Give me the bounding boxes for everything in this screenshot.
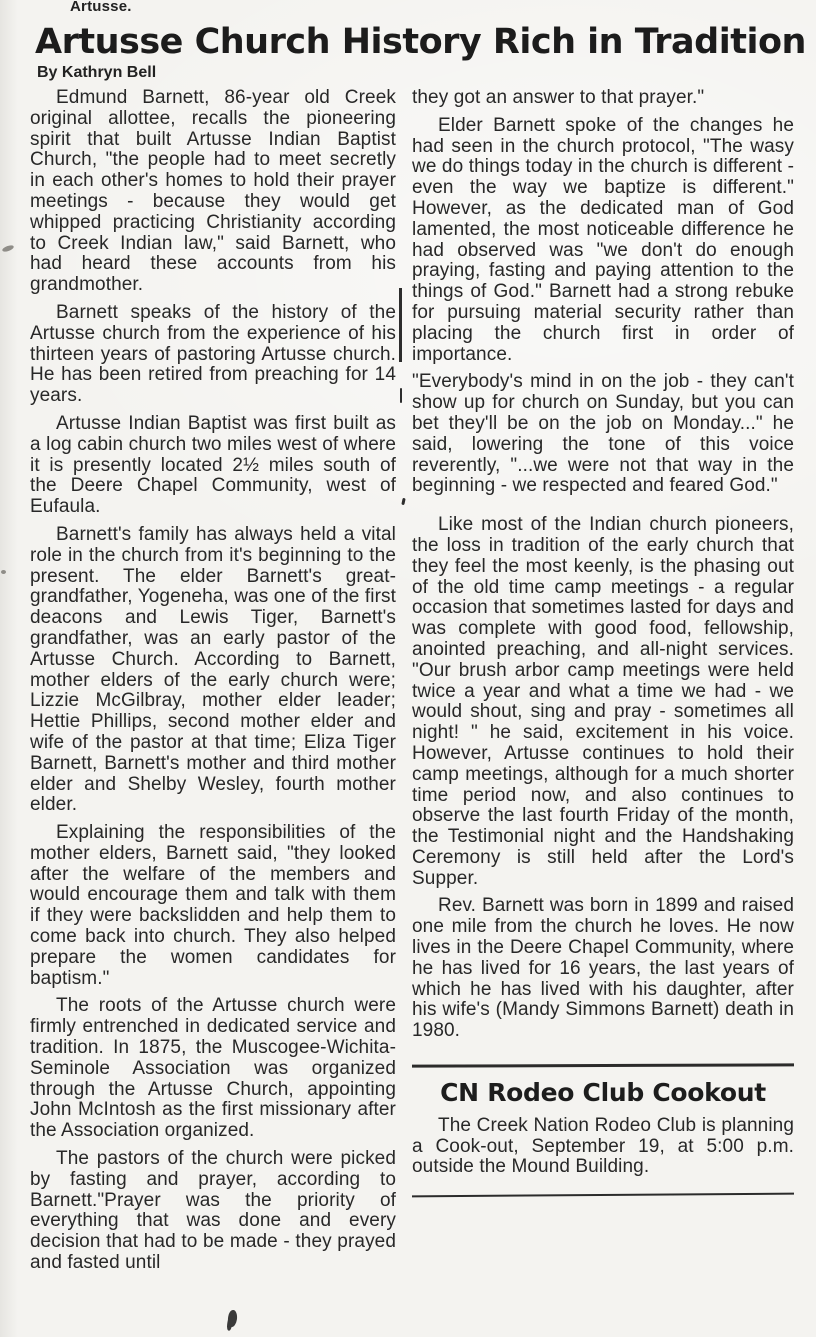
section-rule-top bbox=[412, 1063, 794, 1067]
article-paragraph: The pastors of the church were picked by fasting and prayer, according to Barnett."Prayer was the priority of everything that was done and every decision that had to be made - they prayed and fasted until bbox=[30, 1148, 396, 1274]
article-paragraph: "Everybody's mind in on the job - they can't show up for church on Sunday, but you can bet they'll be on the job on Monday..." he said, lowering the tone of this voice reverently, "...we were not that way in the beginning - we respected and feared God." bbox=[412, 371, 794, 497]
cookout-body: The Creek Nation Rodeo Club is planning a Cook-out, September 19, at 5:00 p.m. outside the Mound Building. bbox=[412, 1114, 794, 1178]
left-column bbox=[30, 88, 396, 1281]
column-rule-fragment bbox=[400, 388, 402, 403]
page-corner-label: Artusse. bbox=[70, 0, 132, 15]
scan-speck bbox=[1, 570, 6, 574]
article-headline: Artusse Church History Rich in Tradition bbox=[35, 22, 806, 62]
cookout-notice-section bbox=[412, 1064, 794, 1196]
scan-speck bbox=[2, 244, 15, 253]
article-paragraph: they got an answer to that prayer." bbox=[412, 87, 705, 108]
article-paragraph: Explaining the responsibilities of the mother elders, Barnett said, "they looked after the welfare of the members and would encourage them and talk with them if they were backslidden and help them to come back into church. They also helped prepare the women candidates for baptism." bbox=[30, 822, 396, 989]
article-paragraph: Barnett speaks of the history of the Artusse church from the experience of his thirteen years of pastoring Artusse church. He has been retired from preaching for 14 years. bbox=[30, 301, 396, 407]
article-paragraph: Barnett's family has always held a vital role in the church from it's beginning to the present. The elder Barnett's great-grandfather, Yogeneha, was one of the first deacons and Lewis Tiger, Barnett's grandfather, was an early pastor of the Artusse Church. According to Barnett, mother elders of the early church were; Lizzie McGilbray, mother elder leader; Hettie Phillips, second mother elder and wife of the pastor at that time; Eliza Tiger Barnett, Barnett's mother and third mother elder and Shelby Wesley, fourth mother elder. bbox=[30, 523, 396, 816]
article-paragraph: Like most of the Indian church pioneers, the loss in tradition of the early church that they feel the most keenly, is the phasing out of the old time camp meetings - a regular occasion that sometimes lasted for days and was complete with good food, fellowship, anointed preaching, and all-night services. "Our brush arbor camp meetings were held twice a year and what a time we had - we would shout, sing and pray - sometimes all night! " he said, excitement in his voice. However, Artusse continues to hold their camp meetings, although for a much shorter time period now, and also continues to observe the last fourth Friday of the month, the Testimonial night and the Handshaking Ceremony is still held after the Lord's Supper. bbox=[412, 514, 794, 889]
article-paragraph: Artusse Indian Baptist was first built as a log cabin church two miles west of where it is presently located 2½ miles south of the Deere Chapel Community, west of Eufaula. bbox=[30, 412, 396, 518]
ink-smudge bbox=[227, 1309, 238, 1327]
article-paragraph: Edmund Barnett, 86-year old Creek original allottee, recalls the pioneering spirit that built Artusse Indian Baptist Church, "the people had to meet secretly in each other's homes to hold their prayer meetings - because they would get whipped practicing Christianity according to Creek Indian law," said Barnett, who had heard these accounts from his grandmother. bbox=[30, 87, 396, 296]
article-paragraph: Elder Barnett spoke of the changes he had seen in the church protocol, "The wasy we do things today in the church is different - even the way we baptize is different." However, as the dedicated man of God lamented, the most noticeable difference he had observed was "we don't do enough praying, fasting and paying attention to the things of God." Barnett had a strong rebuke for pursuing material security rather than placing the church first in order of importance. bbox=[412, 114, 794, 365]
column-rule-fragment bbox=[399, 288, 402, 362]
article-paragraph: The roots of the Artusse church were firmly entrenched in dedicated service and tradition. In 1875, the Muscogee-Wichita-Seminole Association was organized through the Artusse Church, appointing John McIntosh as the first missionary after the Association organized. bbox=[30, 995, 396, 1142]
section-rule-bottom bbox=[412, 1193, 794, 1198]
article-byline: By Kathryn Bell bbox=[37, 64, 157, 81]
cookout-title: CN Rodeo Club Cookout bbox=[440, 1078, 766, 1108]
right-column bbox=[412, 88, 794, 1281]
article-body bbox=[30, 88, 794, 1281]
article-paragraph: Rev. Barnett was born in 1899 and raised one mile from the church he loves. He now lives in the Deere Chapel Community, where he has lived for 16 years, the last years of which he has lived with his daughter, after his wife's (Mandy Simmons Barnett) death in 1980. bbox=[412, 895, 794, 1042]
